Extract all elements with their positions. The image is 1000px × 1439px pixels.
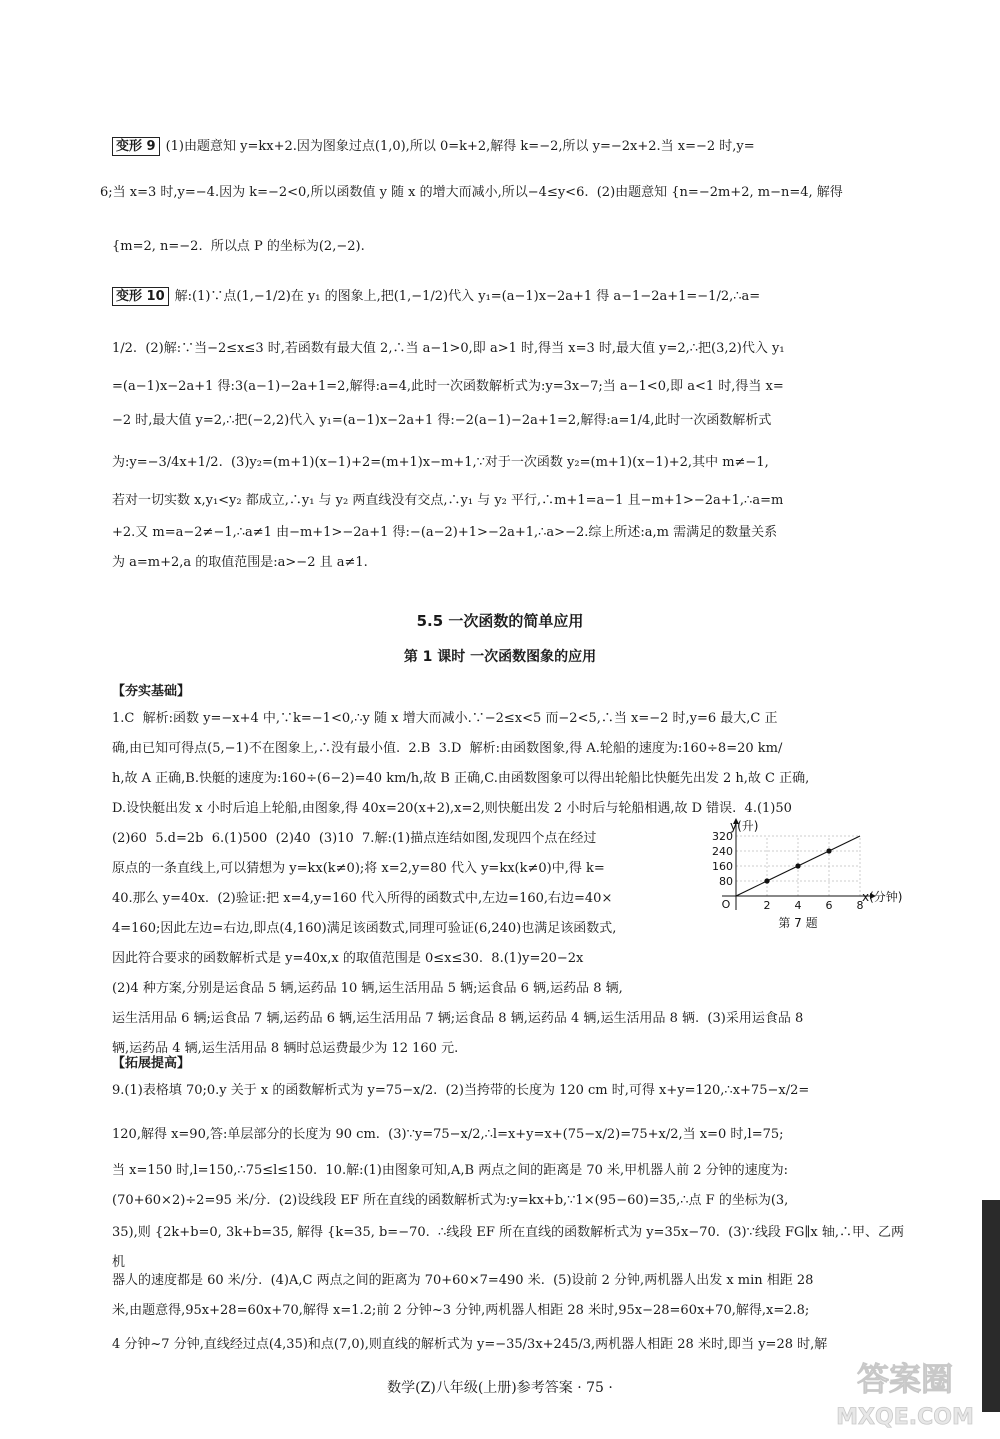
x-axis-label: x(分钟) <box>862 890 903 904</box>
x-tick-4: 4 <box>794 899 802 912</box>
extend-line-4: (70+60×2)÷2=95 米/分. (2)设线段 EF 所在直线的函数解析式为:y=kx+b,∵1×(95−60)=35,∴点 F 的坐标为(3, <box>112 1193 789 1208</box>
basic-line-2: 确,由已知可得点(5,−1)不在图象上,∴没有最小值. 2.B 3.D 解析:由函数图象,得 A.轮船的速度为:160÷8=20 km/ <box>112 741 783 756</box>
basic-line-3: h,故 A 正确,B.快艇的速度为:160÷(6−2)=40 km/h,故 B 正确,C.由函数图象可以得出轮船比快艇先出发 2 h,故 C 正确, <box>112 771 810 786</box>
section-heading: 5.5 一次函数的简单应用 <box>416 612 584 630</box>
variant10-line3: =(a−1)x−2a+1 得:3(a−1)−2a+1=2,解得:a=4,此时一次函数解析式为:y=3x−7;当 a−1<0,即 a<1 时,得当 x= <box>112 379 784 394</box>
data-point-1 <box>764 878 769 883</box>
variant9-line2: 6;当 x=3 时,y=−4.因为 k=−2<0,所以函数值 y 随 x 的增大而减小,所以−4≤y<6. (2)由题意知 {n=−2m+2, m−n=4, 解得 <box>100 185 843 200</box>
data-point-3 <box>826 848 831 853</box>
extend-line-3: 当 x=150 时,l=150,∴75≤l≤150. 10.解:(1)由图象可知,A,B 两点之间的距离是 70 米,甲机器人前 2 分钟的速度为: <box>112 1163 789 1178</box>
variant9-line3: {m=2, n=−2. 所以点 P 的坐标为(2,−2). <box>112 239 365 254</box>
lesson-heading: 第 1 课时 一次函数图象的应用 <box>403 649 597 665</box>
basic-line-8: 4=160;因此左边=右边,即点(4,160)满足该函数式,同理可验证(6,240)也满足该函数式, <box>112 921 617 936</box>
extend-line-6: 器人的速度都是 60 米/分. (4)A,C 两点之间的距离为 70+60×7=490 米. (5)设前 2 分钟,两机器人出发 x min 相距 28 <box>112 1273 814 1288</box>
figure-7-graph <box>702 818 912 936</box>
basic-line-5: (2)60 5.d=2b 6.(1)500 (2)40 (3)10 7.解:(1)描点连结如图,发现四个点在经过 <box>112 831 597 846</box>
y-tick-160: 160 <box>712 860 733 873</box>
variant10-line5: 为:y=−3/4x+1/2. (3)y₂=(m+1)(x−1)+2=(m+1)x−m+1,∵对于一次函数 y₂=(m+1)(x−1)+2,其中 m≠−1, <box>112 455 769 470</box>
variant10-line8: 为 a=m+2,a 的取值范围是:a>−2 且 a≠1. <box>112 555 368 570</box>
y-tick-240: 240 <box>712 845 733 858</box>
variant10-tag: 变形 10 <box>112 287 169 306</box>
page-footer: 数学(Z)八年级(上册)参考答案 · 75 · <box>387 1380 613 1396</box>
y-tick-80: 80 <box>719 875 733 888</box>
variant9-text1: (1)由题意知 y=kx+2.因为图象过点(1,0),所以 0=k+2,解得 k=−2,所以 y=−2x+2.当 x=−2 时,y= <box>165 139 755 154</box>
basic-line-4: D.设快艇出发 x 小时后追上轮船,由图象,得 40x=20(x+2),x=2,则快艇出发 2 小时后与轮船相遇,故 D 错误. 4.(1)50 <box>112 801 792 816</box>
basic-line-7: 40.那么 y=40x. (2)验证:把 x=4,y=160 代入所得的函数式中,左边=160,右边=40× <box>112 891 613 906</box>
basic-line-11: 运生活用品 6 辆;运食品 7 辆,运药品 6 辆,运生活用品 7 辆;运食品 8 辆,运药品 4 辆,运生活用品 8 辆. (3)采用运食品 8 <box>112 1011 804 1026</box>
x-tick-2: 2 <box>763 899 771 912</box>
watermark-bottom: MXQE.COM <box>836 1405 974 1430</box>
basic-heading: 【夯实基础】 <box>112 684 191 699</box>
basic-line-9: 因此符合要求的函数解析式是 y=40x,x 的取值范围是 0≤x≤30. 8.(1)y=20−2x <box>112 951 584 966</box>
basic-line-6: 原点的一条直线上,可以猜想为 y=kx(k≠0);将 x=2,y=80 代入 y=kx(k≠0)中,得 k= <box>112 861 605 876</box>
variant10-line1 <box>112 282 907 312</box>
y-axis-label: y(升) <box>730 819 759 833</box>
variant10-line4: −2 时,最大值 y=2,∴把(−2,2)代入 y₁=(a−1)x−2a+1 得:−2(a−1)−2a+1=2,解得:a=1/4,此时一次函数解析式 <box>112 413 772 428</box>
variant9-line1 <box>112 132 907 162</box>
extend-line-8: 4 分钟~7 分钟,直线经过点(4,35)和点(7,0),则直线的解析式为 y=−35/3x+245/3,两机器人相距 28 米时,即当 y=28 时,解 <box>112 1337 828 1352</box>
origin-label: O <box>721 898 731 911</box>
variant10-line2: 1/2. (2)解:∵当−2≤x≤3 时,若函数有最大值 2,∴当 a−1>0,即 a>1 时,得当 x=3 时,最大值 y=2,∴把(3,2)代入 y₁ <box>112 341 785 356</box>
basic-line-10: (2)4 种方案,分别是运食品 5 辆,运药品 10 辆,运生活用品 5 辆;运食品 6 辆,运药品 8 辆, <box>112 981 623 996</box>
extend-line-1: 9.(1)表格填 70;0.y 关于 x 的函数解析式为 y=75−x/2. (2)当挎带的长度为 120 cm 时,可得 x+y=120,∴x+75−x/2= <box>112 1083 810 1098</box>
extend-line-2: 120,解得 x=90,答:单层部分的长度为 90 cm. (3)∵y=75−x/2,∴l=x+y=x+(75−x/2)=75+x/2,当 x=0 时,l=75; <box>112 1127 784 1142</box>
y-tick-320: 320 <box>712 830 733 843</box>
chart-title: 第 7 题 <box>778 916 818 930</box>
watermark-logo <box>820 1350 990 1436</box>
variant9-tag: 变形 9 <box>112 137 160 156</box>
x-tick-6: 6 <box>825 899 833 912</box>
extend-line-5: 35),则 {2k+b=0, 3k+b=35, 解得 {k=35, b=−70. ∴线段 EF 所在直线的函数解析式为 y=35x−70. (3)∵线段 FG∥x 轴,∴甲、乙两机 <box>112 1225 904 1270</box>
basic-line-1: 1.C 解析:函数 y=−x+4 中,∵k=−1<0,∴y 随 x 增大而减小.∵−2≤x<5 而−2<5,∴当 x=−2 时,y=6 最大,C 正 <box>112 711 778 726</box>
variant10-text1: 解:(1)∵点(1,−1/2)在 y₁ 的图象上,把(1,−1/2)代入 y₁=(a−1)x−2a+1 得 a−1−2a+1=−1/2,∴a= <box>174 289 761 304</box>
variant10-line6: 若对一切实数 x,y₁<y₂ 都成立,∴y₁ 与 y₂ 两直线没有交点,∴y₁ 与 y₂ 平行,∴m+1=a−1 且−m+1>−2a+1,∴a=m <box>112 493 784 508</box>
watermark-top: 答案圈 <box>856 1360 954 1398</box>
extend-heading: 【拓展提高】 <box>112 1056 191 1071</box>
basic-line-12: 辆,运药品 4 辆,运生活用品 8 辆时总运费最少为 12 160 元. <box>112 1041 459 1056</box>
x-tick-8: 8 <box>856 899 864 912</box>
variant10-line7: +2.又 m=a−2≠−1,∴a≠1 由−m+1>−2a+1 得:−(a−2)+1>−2a+1,∴a>−2.综上所述:a,m 需满足的数量关系 <box>112 525 778 540</box>
extend-line-7: 米,由题意得,95x+28=60x+70,解得 x=1.2;前 2 分钟~3 分钟,两机器人相距 28 米时,95x−28=60x+70,解得,x=2.8; <box>112 1303 810 1318</box>
data-point-2 <box>795 863 800 868</box>
